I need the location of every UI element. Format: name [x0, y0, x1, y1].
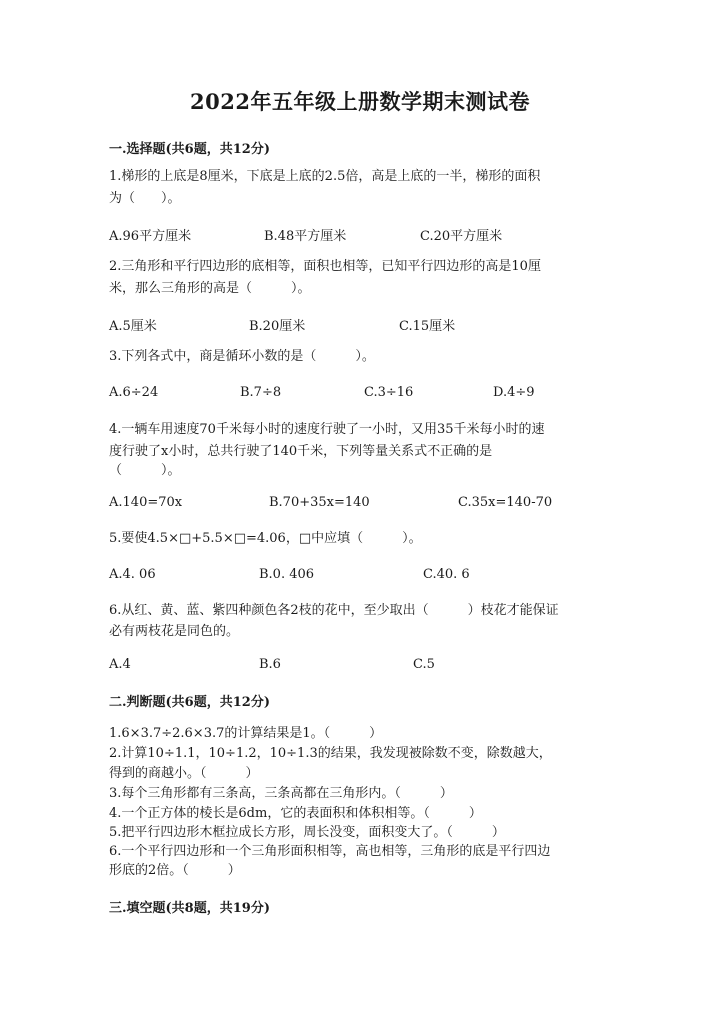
option-a: A.140=70x	[109, 495, 183, 510]
judge-question: 4.一个正方体的棱长是6dm，它的表面积和体积相等。（ ）	[109, 806, 482, 821]
judge-question: 5.把平行四边形木框拉成长方形，周长没变，面积变大了。（ ）	[109, 825, 505, 840]
option-b: B.70+35x=140	[269, 495, 370, 510]
option-b: B.48平方厘米	[264, 229, 347, 244]
page-title: 2022年五年级上册数学期末测试卷	[190, 89, 530, 114]
question-text: （ ）。	[109, 463, 181, 478]
question-text: 必有两枝花是同色的。	[109, 624, 240, 639]
question-text: 3.下列各式中，商是循环小数的是（ ）。	[109, 349, 375, 364]
section-heading-fill: 三.填空题(共8题，共19分)	[109, 901, 270, 916]
judge-question: 6.一个平行四边形和一个三角形面积相等，高也相等，三角形的底是平行四边	[109, 844, 551, 859]
option-c: C.5	[413, 657, 435, 672]
judge-question: 形底的2倍。（ ）	[109, 863, 241, 878]
judge-question: 2.计算10÷1.1，10÷1.2，10÷1.3的结果，我发现被除数不变，除数越大，	[109, 746, 552, 761]
question-text: 4.一辆车用速度70千米每小时的速度行驶了一小时，又用35千米每小时的速	[109, 422, 545, 437]
option-d: D.4÷9	[493, 385, 535, 400]
option-a: A.6÷24	[109, 385, 159, 400]
question-text: 6.从红、黄、蓝、紫四种颜色各2枝的花中，至少取出（ ）枝花才能保证	[109, 603, 559, 618]
judge-question: 得到的商越小。（ ）	[109, 766, 259, 781]
section-heading-choice: 一.选择题(共6题，共12分)	[109, 142, 270, 157]
option-a: A.4. 06	[109, 567, 156, 582]
question-text: 为（ ）。	[109, 191, 181, 206]
option-c: C.3÷16	[364, 385, 414, 400]
question-text: 2.三角形和平行四边形的底相等，面积也相等，已知平行四边形的高是10厘	[109, 259, 541, 274]
option-a: A.4	[109, 657, 131, 672]
option-a: A.96平方厘米	[109, 229, 192, 244]
option-b: B.20厘米	[249, 319, 306, 334]
option-c: C.35x=140-70	[458, 495, 553, 510]
judge-question: 1.6×3.7÷2.6×3.7的计算结果是1。（ ）	[109, 726, 383, 741]
question-text: 米，那么三角形的高是（ ）。	[109, 281, 311, 296]
option-c: C.15厘米	[399, 319, 456, 334]
option-b: B.7÷8	[240, 385, 282, 400]
question-text: 1.梯形的上底是8厘米，下底是上底的2.5倍，高是上底的一半，梯形的面积	[109, 169, 541, 184]
question-text: 度行驶了x小时，总共行驶了140千米，下列等量关系式不正确的是	[109, 444, 493, 459]
judge-question: 3.每个三角形都有三条高，三条高都在三角形内。（ ）	[109, 786, 453, 801]
option-b: B.0. 406	[259, 567, 315, 582]
question-text: 5.要使4.5×□+5.5×□=4.06，□中应填（ ）。	[109, 531, 422, 546]
option-a: A.5厘米	[109, 319, 157, 334]
option-c: C.40. 6	[423, 567, 470, 582]
section-heading-judge: 二.判断题(共6题，共12分)	[109, 695, 270, 710]
option-c: C.20平方厘米	[420, 229, 503, 244]
option-b: B.6	[259, 657, 281, 672]
